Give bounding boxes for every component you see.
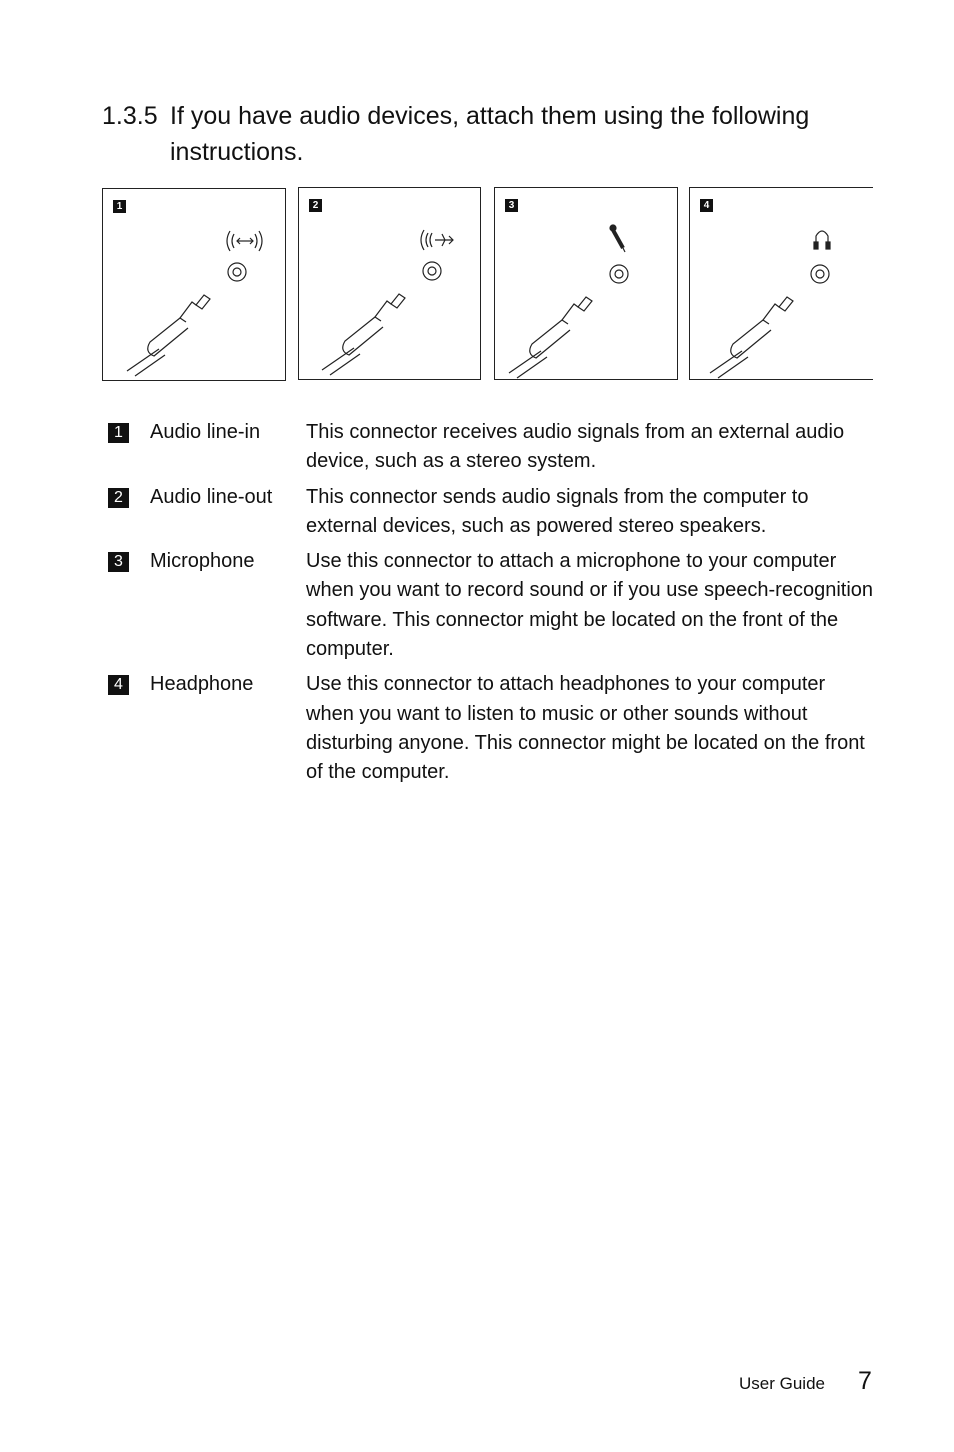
list-item (108, 483, 878, 542)
section-title: If you have audio devices, attach them using the following instructions. (170, 102, 810, 166)
microphone-icon (495, 188, 679, 381)
figure-line-in (102, 188, 286, 381)
footer-label: User Guide (739, 1374, 825, 1393)
figure-headphone (689, 187, 873, 380)
list-item (108, 547, 878, 664)
item-term: Audio line-out (150, 485, 273, 508)
item-description: This connector receives audio signals from an external audio device, such as a stereo system. (306, 421, 845, 473)
headphone-icon (690, 188, 874, 381)
item-marker: 4 (108, 675, 129, 695)
page-number: 7 (858, 1367, 872, 1395)
list-item (108, 670, 878, 787)
item-term: Headphone (150, 673, 254, 696)
figure-line-out (298, 187, 481, 380)
figure-badge: 2 (309, 199, 322, 212)
figure-microphone (494, 187, 678, 380)
item-marker: 2 (108, 488, 129, 508)
item-description: Use this connector to attach a microphone to your computer when you want to record sound or if you use speech-recognition software. This connector might be located on the front of the computer. (306, 550, 874, 661)
item-term: Audio line-in (150, 421, 261, 443)
item-description: Use this connector to attach headphones to your computer when you want to listen to music or other sounds without disturbing anyone. This connector might be located on the front of the computer. (306, 673, 865, 784)
figure-badge: 4 (700, 199, 713, 212)
item-marker: 3 (108, 552, 129, 572)
item-marker: 1 (108, 423, 129, 443)
connector-list (108, 418, 878, 794)
item-description: This connector sends audio signals from the computer to external devices, such as powered stereo speakers. (306, 485, 809, 537)
line-in-icon (103, 189, 287, 382)
figure-badge: 1 (113, 200, 126, 213)
list-item (108, 418, 878, 477)
section-heading (102, 98, 862, 170)
item-term: Microphone (150, 550, 255, 573)
figure-badge: 3 (505, 199, 518, 212)
line-out-icon (299, 188, 482, 381)
section-number: 1.3.5 (102, 102, 158, 130)
